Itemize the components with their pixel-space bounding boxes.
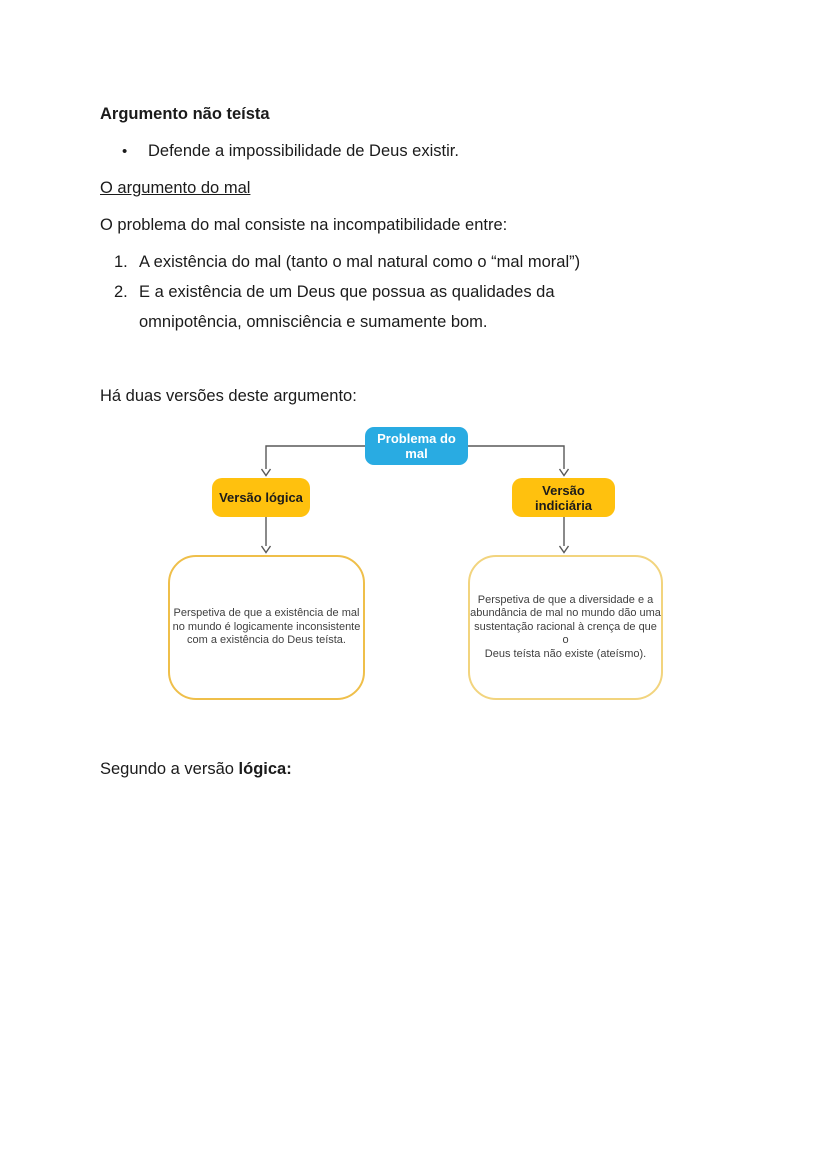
description-line: Perspetiva de que a existência de mal <box>173 607 360 620</box>
arrow-down-icon <box>560 546 569 553</box>
closing-prefix: Segundo a versão <box>100 760 239 778</box>
description-line: sustentação racional à crença de que o <box>474 620 657 647</box>
numbered-item-2 <box>114 281 555 303</box>
description-box-logical <box>168 555 365 700</box>
arrow-down-icon <box>560 469 569 476</box>
bullet-icon: • <box>122 143 128 160</box>
description-line: Perspetiva de que a diversidade e a <box>477 593 654 606</box>
flowchart-connector-lines <box>0 425 828 705</box>
flowchart-root-label: Problema do mal <box>377 431 456 461</box>
description-line: com a existência do Deus teísta. <box>187 634 346 647</box>
bullet-item-text: Defende a impossibilidade de Deus existir. <box>148 142 459 160</box>
flowchart-root-node <box>365 427 468 465</box>
list-item-text-continuation: omnipotência, omnisciência e sumamente bom. <box>139 313 488 331</box>
versions-paragraph: Há duas versões deste argumento: <box>100 387 357 405</box>
list-item-text: E a existência de um Deus que possua as qualidades da <box>139 283 555 301</box>
intro-paragraph: O problema do mal consiste na incompatibilidade entre: <box>100 216 508 234</box>
flowchart-branch-evidential-label: Versão indiciária <box>534 482 593 513</box>
arrow-down-icon <box>262 546 271 553</box>
connector-root-to-right <box>468 446 564 469</box>
description-line: no mundo é logicamente inconsistente <box>172 620 361 633</box>
description-line: abundância de mal no mundo dão uma <box>470 607 661 620</box>
numbered-item-1 <box>114 251 580 273</box>
connector-root-to-left <box>266 446 365 469</box>
subheading-underlined: O argumento do mal <box>100 179 251 197</box>
flowchart-branch-evidential <box>512 478 615 517</box>
list-item-text: A existência do mal (tanto o mal natural como o “mal moral”) <box>139 253 581 271</box>
list-number: 1. <box>114 253 128 271</box>
description-box-evidential <box>468 555 663 700</box>
flowchart-branch-logical-label: Versão lógica <box>219 490 303 505</box>
closing-paragraph <box>100 758 292 780</box>
list-number: 2. <box>114 283 128 301</box>
description-line: Deus teísta não existe (ateísmo). <box>484 647 647 660</box>
bullet-item <box>122 140 459 163</box>
arrow-down-icon <box>262 469 271 476</box>
closing-bold-word: lógica: <box>238 760 292 778</box>
problem-of-evil-flowchart <box>0 425 828 705</box>
flowchart-branch-logical <box>212 478 310 517</box>
document-heading: Argumento não teísta <box>100 105 270 123</box>
